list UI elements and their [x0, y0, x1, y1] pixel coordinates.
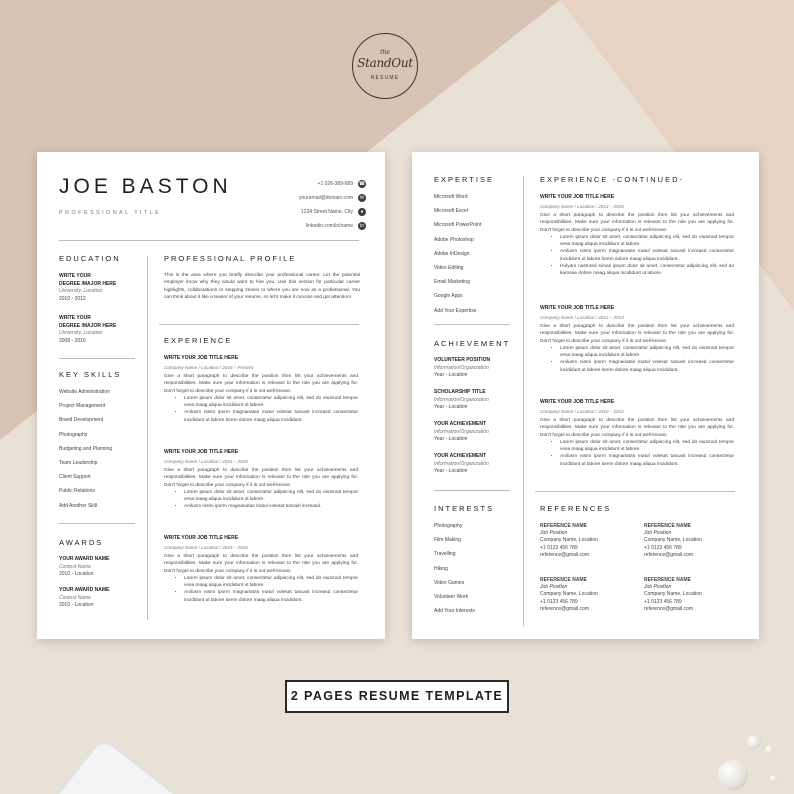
job-bullet: • Anilusm nismi iporm magnanatas matul volesat tuscasl increasd consectetur incididunt ut labore lorem dolore maag aliqua incididunt.	[184, 409, 358, 424]
interests-heading: INTERESTS	[434, 504, 495, 513]
pearl-decoration	[765, 745, 774, 754]
degree-line1: WRITE YOUR	[59, 315, 91, 321]
skill-item: Brand Development	[59, 417, 104, 424]
section-divider	[434, 324, 510, 325]
interests-list	[434, 523, 475, 622]
experience-heading: EXPERIENCE	[164, 336, 233, 345]
job-bullet: • Lorem ipsum dolor sit amet, consectetur adipiscing elit, sed do eiusmod tempor vesa maag aliqua incididunt ut labore.	[184, 395, 358, 410]
job-bullets	[560, 439, 734, 468]
job-title: WRITE YOUR JOB TITLE HERE	[540, 399, 615, 405]
reference-phone: +1 0123 456 789	[540, 544, 578, 551]
skills-list	[59, 389, 112, 517]
job-company: Company Name / Location / 2015 – 2016	[164, 545, 248, 550]
location-icon: ●	[358, 208, 366, 216]
job-company: Company Name / Location / 2018 – Present	[164, 365, 254, 370]
achievement-year: Year - Location	[434, 372, 468, 379]
university: University, Location	[59, 288, 103, 295]
achievement-title: YOUR ACHIEVEMENT	[434, 421, 487, 427]
skill-item: Add Another Skill	[59, 502, 98, 509]
column-divider	[147, 256, 148, 620]
skill-item: Client Support	[59, 474, 91, 481]
job-description: Give a short paragraph to describe the position then list your achievements and responsibilities. Make sure your information is relevant to the role you are applying for. Don't forget to describe your company if it is not well-known.	[164, 374, 358, 394]
column-divider	[523, 176, 524, 626]
skill-item: Budgeting and Planning	[59, 445, 113, 452]
award-name: YOUR AWARD NAME	[59, 556, 110, 562]
email-icon: ✉	[359, 195, 365, 201]
job-title: WRITE YOUR JOB TITLE HERE	[164, 355, 239, 361]
achievement-year: Year - Location	[434, 404, 468, 411]
achievement-item	[434, 453, 489, 476]
pearl-decoration	[770, 775, 777, 782]
skill-item: Public Relations	[59, 488, 95, 495]
expertise-item: Microsoft Word	[434, 194, 468, 200]
job-entry	[540, 194, 734, 278]
job-description: Give a short paragraph to describe the position then list your achievements and responsibilities. Make sure your information is relevant to the role you are applying for. Don't forget to describe your company if it is not well-known.	[540, 418, 734, 438]
job-title: WRITE YOUR JOB TITLE HERE	[164, 449, 239, 455]
phone-icon: ☎	[358, 181, 366, 187]
interest-item: Travelling	[434, 551, 456, 558]
reference-email: reference@gmail.com	[644, 605, 693, 612]
achievement-year: Year - Location	[434, 436, 468, 443]
reference-position: Job Position	[644, 584, 672, 591]
contact-linkedin	[299, 219, 366, 233]
award-year: 2010 - Location	[59, 571, 94, 578]
job-bullet: • Lorem ipsum dolor sit amet, consectetur adipiscing elit, sed do eiusmod tempor vesa maag aliqua incididunt ut labore.	[184, 575, 358, 590]
expertise-item: Email Marketing	[434, 279, 470, 286]
job-bullets	[184, 575, 358, 604]
achievement-org: Information/Organization	[434, 460, 489, 467]
section-divider	[535, 491, 735, 492]
achievement-org: Information/Organization	[434, 428, 489, 435]
pearl-decoration	[747, 735, 761, 749]
job-bullet: • Lorem ipsum dolor sit amet, consectetur adipiscing elit, sed do eiusmod tempor vesa maag aliqua incididunt ut labore.	[184, 489, 358, 504]
contact-email-text: youremail@domain.com	[299, 195, 353, 201]
contact-address	[299, 205, 366, 219]
award-contest: Contest Name	[59, 563, 91, 570]
achievement-title: SCHOLARSHIP TITLE	[434, 389, 486, 395]
job-bullet: • Hulyam nastured simas ipsum dolor sit amet, consectetur adipiscing elit, sed do karosae dolore maag aliqua incididunt ut labore.	[560, 263, 734, 278]
expertise-item: Microsoft PowerPoint	[434, 222, 482, 229]
profile-heading: PROFESSIONAL PROFILE	[164, 254, 297, 263]
professional-title: PROFESSIONAL TITLE	[59, 210, 162, 216]
reference-name: REFERENCE NAME	[540, 523, 587, 529]
job-company: Company Name / Location / 2012 – 2013	[540, 315, 624, 320]
job-description: Give a short paragraph to describe the position then list your achievements and responsibilities. Make sure your information is relevant to the role you are applying for. Don't forget to describe your company if it is not well-known.	[164, 554, 358, 574]
degree-line1: WRITE YOUR	[59, 273, 91, 279]
job-description: Give a short paragraph to describe the position then list your achievements and responsibilities. Make sure your information is relevant to the role you are applying for. Don't forget to describe your company if it is not well-known.	[540, 213, 734, 233]
logo-the: the	[380, 49, 390, 56]
resume-page-1	[37, 152, 385, 639]
linkedin-icon: in	[358, 222, 366, 230]
job-title: WRITE YOUR JOB TITLE HERE	[164, 535, 239, 541]
reference-position: Job Position	[540, 530, 568, 537]
reference-email: reference@gmail.com	[540, 551, 589, 558]
education-heading: EDUCATION	[59, 254, 121, 263]
achievement-title: YOUR ACHIEVEMENT	[434, 453, 487, 459]
award-item	[59, 556, 109, 579]
reference-email: reference@gmail.com	[644, 551, 693, 558]
achievement-item	[434, 357, 490, 380]
skill-item: Project Management	[59, 403, 106, 410]
pearl-decoration	[718, 760, 748, 790]
job-company: Company Name / Location / 2010 – 2012	[540, 409, 624, 414]
reference-phone: +1 0123 456 789	[644, 544, 682, 551]
degree-line2: DEGREE /MAJOR HERE	[59, 280, 117, 287]
awards-heading: AWARDS	[59, 538, 104, 547]
contact-email	[299, 191, 366, 205]
expertise-item: Microsoft Excel	[434, 208, 468, 215]
resume-page-2	[412, 152, 759, 639]
interest-item: Volunteer Work	[434, 593, 469, 600]
job-title: WRITE YOUR JOB TITLE HERE	[540, 305, 615, 311]
expertise-item: Add Your Expertise	[434, 307, 477, 314]
reference-item	[644, 523, 734, 559]
achievement-org: Information/Organization	[434, 396, 489, 403]
job-bullet: • Anilusm nismi iporm magnanatas matul volesat tuscasl increasd consectetur incididunt ut labore lorem dolore maag aliqua incididunt.	[560, 453, 734, 468]
job-description: Give a short paragraph to describe the position then list your achievements and responsibilities. Make sure your information is relevant to the role you are applying for. Don't forget to describe your company if it is not well-known.	[164, 468, 358, 488]
reference-company: Company Name, Location	[540, 537, 598, 544]
job-entry	[164, 535, 358, 604]
achievement-item	[434, 389, 489, 412]
expertise-heading: EXPERTISE	[434, 175, 494, 184]
reference-company: Company Name, Location	[540, 591, 598, 598]
achievement-title: VOLUNTEER POSITION	[434, 357, 491, 363]
achievement-item	[434, 421, 489, 444]
reference-item	[644, 577, 734, 613]
award-contest: Contest Name	[59, 594, 91, 601]
expertise-item: Video Editing	[434, 264, 464, 271]
interest-item: Photography	[434, 523, 463, 529]
contact-block	[299, 177, 366, 233]
job-entry	[164, 449, 358, 511]
job-bullets	[184, 395, 358, 424]
resume-name: JOE BASTON	[59, 175, 232, 198]
section-divider	[159, 324, 359, 325]
job-bullet: • Anilusm nismi iporm magnanatas matul volesat tuscasl increasd consectetur incididunt ut labore lorem dolore maag aliqua incididunt.	[560, 359, 734, 374]
reference-name: REFERENCE NAME	[644, 577, 691, 583]
award-item	[59, 587, 109, 610]
reference-email: reference@gmail.com	[540, 605, 589, 612]
job-bullet: • Lorem ipsum dolor sit amet, consectetur adipiscing elit, sed do eiusmod tempor vesa maag aliqua incididunt ut labore.	[560, 345, 734, 360]
job-bullets	[560, 345, 734, 374]
skill-item: Team Leadership	[59, 459, 98, 466]
education-years: 2008 - 2010	[59, 337, 86, 344]
logo-standout: StandOut	[357, 56, 413, 70]
skill-item: Website Administration	[59, 389, 110, 395]
achievement-heading: ACHIEVEMENT	[434, 339, 511, 348]
job-bullet: • Anilusm nismi iporm magnanatas matul volesat tuscasl increasd consectetur incididunt ut labore lorem dolore maag aliqua incididunt.	[560, 248, 734, 263]
reference-name: REFERENCE NAME	[644, 523, 691, 529]
skills-heading: KEY SKILLS	[59, 370, 122, 379]
job-bullet: • Lorem ipsum dolor sit amet, consectetur adipiscing elit, sed do eiusmod tempor vesa maag aliqua incididunt ut labore.	[560, 439, 734, 454]
job-bullet: • Lorem ipsum dolor sit amet, consectetur adipiscing elit, sed do eiusmod tempor vesa maag aliqua incididunt ut labore.	[560, 234, 734, 249]
reference-company: Company Name, Location	[644, 537, 702, 544]
interest-item: Add Your Interests	[434, 608, 475, 615]
job-description: Give a short paragraph to describe the position then list your achievements and responsibilities. Make sure your information is relevant to the role you are applying for. Don't forget to describe your company if it is not well-known.	[540, 324, 734, 344]
achievement-year: Year - Location	[434, 468, 468, 475]
reference-item	[540, 523, 630, 559]
job-bullet: • Anilusm nismi iporm magnanatas matul volesat tuscasl increasd.	[184, 503, 358, 510]
reference-name: REFERENCE NAME	[540, 577, 587, 583]
template-banner: 2 PAGES RESUME TEMPLATE	[285, 680, 509, 713]
contact-phone	[299, 177, 366, 191]
job-company: Company Name / Location / 2013 – 2015	[540, 204, 624, 209]
job-company: Company Name / Location / 2016 – 2018	[164, 459, 248, 464]
contact-address-text: 1234 Street Name, City	[301, 209, 353, 215]
achievement-org: Information/Organization	[434, 364, 489, 371]
reference-position: Job Position	[644, 530, 672, 537]
job-entry	[164, 355, 358, 424]
contact-linkedin-text: linkedin.com/in/name	[306, 223, 353, 229]
expertise-item: Adobe InDesign	[434, 250, 470, 257]
reference-phone: +1 0123 456 789	[540, 598, 578, 605]
job-bullets	[184, 489, 358, 511]
reference-company: Company Name, Location	[644, 591, 702, 598]
job-bullets	[560, 234, 734, 278]
expertise-list	[434, 194, 481, 322]
award-year: 2010 - Location	[59, 602, 94, 609]
references-heading: REFERENCES	[540, 504, 612, 513]
interest-item: Film Making	[434, 537, 461, 544]
expertise-item: Adobe Photoshop	[434, 236, 474, 243]
award-name: YOUR AWARD NAME	[59, 587, 110, 593]
profile-text: This is the area where you briefly describe your professional career. Let the potential employer know why they would want to hire you. Use this section for particular career highlights, collaborations or stepping stones to where you are now as a professional. You can think about it like a teaser of your resume, so let's make it concise and get attention!	[164, 273, 360, 301]
job-bullet: • Anilusm nismi iporm magnanatas matul volesat tuscasl increasd consectetur incididunt ut labore lorem dolore maag aliqua incididunt.	[184, 589, 358, 604]
job-entry	[540, 399, 734, 468]
education-item	[59, 315, 144, 345]
degree-line2: DEGREE /MAJOR HERE	[59, 322, 117, 329]
contact-phone-text: +1 026-389-689	[317, 181, 353, 187]
expertise-item: Google Apps	[434, 293, 463, 300]
section-divider	[59, 358, 135, 359]
brand-logo	[352, 33, 418, 99]
skill-item: Photography	[59, 431, 88, 438]
experience-continued-heading: EXPERIENCE -CONTINUED-	[540, 175, 685, 184]
section-divider	[434, 490, 510, 491]
interest-item: Hiking	[434, 565, 448, 572]
section-divider	[59, 523, 135, 524]
interest-item: Video Games	[434, 579, 465, 586]
job-title: WRITE YOUR JOB TITLE HERE	[540, 194, 615, 200]
job-entry	[540, 305, 734, 374]
header-divider	[59, 240, 359, 241]
education-item	[59, 273, 144, 303]
reference-phone: +1 0123 456 789	[644, 598, 682, 605]
reference-item	[540, 577, 630, 613]
reference-position: Job Position	[540, 584, 568, 591]
university: University, Location	[59, 330, 103, 337]
logo-resume: RESUME	[370, 75, 400, 81]
education-years: 2010 - 2012	[59, 295, 86, 302]
